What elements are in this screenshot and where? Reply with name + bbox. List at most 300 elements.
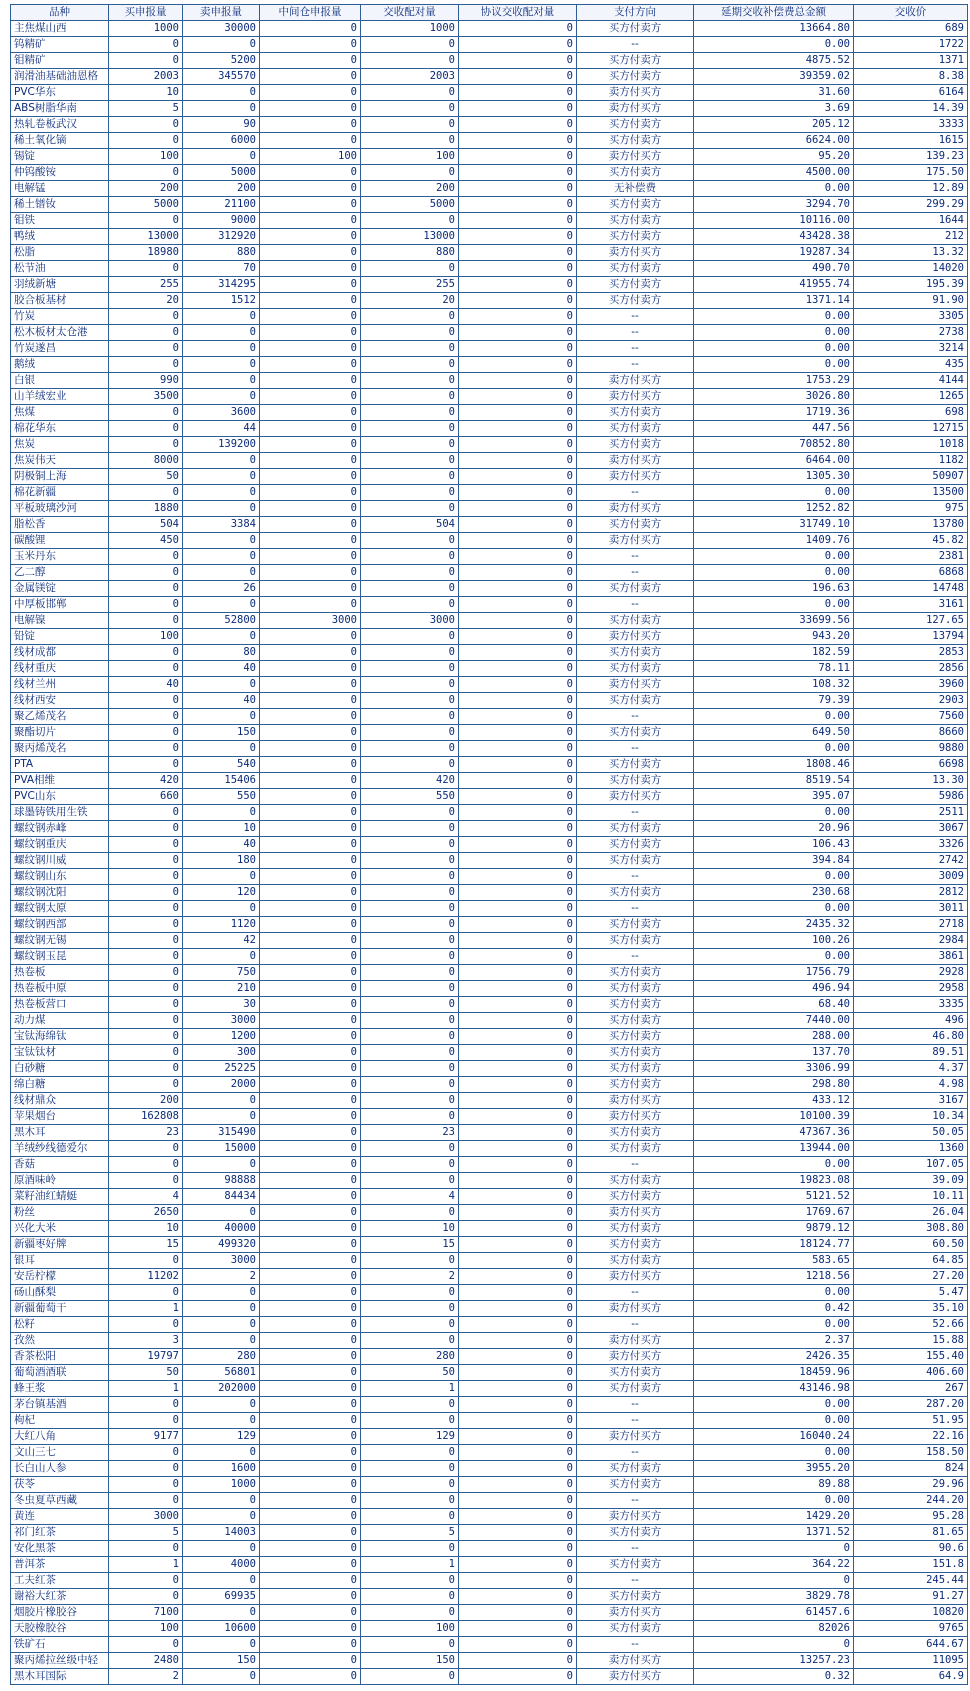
cell-buy-volume: 0	[109, 1061, 183, 1077]
cell-settlement-price: 244.20	[854, 1493, 968, 1509]
cell-intermediate-volume: 0	[260, 293, 361, 309]
cell-product: 香菇	[11, 1157, 109, 1173]
cell-sell-volume: 750	[183, 965, 260, 981]
cell-product: 天胶橡胶谷	[11, 1621, 109, 1637]
cell-matched-volume: 100	[361, 149, 459, 165]
cell-product: 安岳柠檬	[11, 1269, 109, 1285]
cell-product: 鹅绒	[11, 357, 109, 373]
cell-buy-volume: 0	[109, 213, 183, 229]
cell-settlement-price: 107.05	[854, 1157, 968, 1173]
cell-matched-volume: 0	[361, 1045, 459, 1061]
cell-product: 热卷板	[11, 965, 109, 981]
cell-intermediate-volume: 0	[260, 1061, 361, 1077]
cell-intermediate-volume: 0	[260, 741, 361, 757]
cell-sell-volume: 0	[183, 1205, 260, 1221]
cell-settlement-price: 496	[854, 1013, 968, 1029]
cell-buy-volume: 0	[109, 949, 183, 965]
cell-payment-direction: 买方付卖方	[577, 1029, 694, 1045]
cell-agreement-matched-volume: 0	[459, 1445, 577, 1461]
cell-buy-volume: 0	[109, 661, 183, 677]
cell-matched-volume: 0	[361, 1413, 459, 1429]
cell-matched-volume: 0	[361, 101, 459, 117]
cell-settlement-price: 50907	[854, 469, 968, 485]
cell-payment-direction: 卖方付买方	[577, 1109, 694, 1125]
cell-agreement-matched-volume: 0	[459, 37, 577, 53]
cell-intermediate-volume: 0	[260, 1525, 361, 1541]
cell-sell-volume: 0	[183, 1541, 260, 1557]
cell-intermediate-volume: 0	[260, 1221, 361, 1237]
cell-matched-volume: 0	[361, 1109, 459, 1125]
cell-sell-volume: 0	[183, 357, 260, 373]
cell-intermediate-volume: 0	[260, 1125, 361, 1141]
cell-sell-volume: 44	[183, 421, 260, 437]
cell-compensation-total: 395.07	[694, 789, 854, 805]
cell-payment-direction: 买方付卖方	[577, 693, 694, 709]
cell-compensation-total: 89.88	[694, 1477, 854, 1493]
cell-settlement-price: 1615	[854, 133, 968, 149]
cell-intermediate-volume: 0	[260, 1541, 361, 1557]
cell-product: 螺纹钢玉昆	[11, 949, 109, 965]
cell-buy-volume: 23	[109, 1125, 183, 1141]
cell-payment-direction: --	[577, 485, 694, 501]
cell-sell-volume: 6000	[183, 133, 260, 149]
cell-intermediate-volume: 0	[260, 213, 361, 229]
cell-intermediate-volume: 0	[260, 325, 361, 341]
cell-agreement-matched-volume: 0	[459, 789, 577, 805]
cell-intermediate-volume: 0	[260, 181, 361, 197]
cell-matched-volume: 0	[361, 981, 459, 997]
cell-payment-direction: 卖方付买方	[577, 1269, 694, 1285]
cell-agreement-matched-volume: 0	[459, 1493, 577, 1509]
cell-buy-volume: 0	[109, 997, 183, 1013]
cell-agreement-matched-volume: 0	[459, 549, 577, 565]
cell-intermediate-volume: 0	[260, 1157, 361, 1173]
cell-settlement-price: 91.90	[854, 293, 968, 309]
table-row	[11, 469, 968, 485]
cell-compensation-total: 583.65	[694, 1253, 854, 1269]
cell-intermediate-volume: 0	[260, 309, 361, 325]
cell-product: 螺纹钢沈阳	[11, 885, 109, 901]
cell-settlement-price: 14020	[854, 261, 968, 277]
table-row	[11, 853, 968, 869]
cell-matched-volume: 0	[361, 821, 459, 837]
cell-matched-volume: 0	[361, 965, 459, 981]
cell-matched-volume: 2003	[361, 69, 459, 85]
cell-compensation-total: 0.00	[694, 181, 854, 197]
cell-payment-direction: 买方付卖方	[577, 885, 694, 901]
cell-payment-direction: 卖方付买方	[577, 149, 694, 165]
cell-settlement-price: 46.80	[854, 1029, 968, 1045]
cell-agreement-matched-volume: 0	[459, 533, 577, 549]
cell-payment-direction: 卖方付买方	[577, 85, 694, 101]
cell-sell-volume: 0	[183, 37, 260, 53]
cell-matched-volume: 0	[361, 1397, 459, 1413]
cell-payment-direction: 卖方付买方	[577, 1509, 694, 1525]
cell-settlement-price: 11095	[854, 1653, 968, 1669]
cell-matched-volume: 150	[361, 1653, 459, 1669]
cell-sell-volume: 40	[183, 661, 260, 677]
cell-matched-volume: 0	[361, 1173, 459, 1189]
cell-settlement-price: 8.38	[854, 69, 968, 85]
cell-agreement-matched-volume: 0	[459, 53, 577, 69]
cell-intermediate-volume: 0	[260, 1077, 361, 1093]
cell-intermediate-volume: 0	[260, 517, 361, 533]
cell-buy-volume: 2003	[109, 69, 183, 85]
cell-payment-direction: 卖方付买方	[577, 1429, 694, 1445]
table-row	[11, 997, 968, 1013]
cell-agreement-matched-volume: 0	[459, 805, 577, 821]
cell-product: ABS树脂华南	[11, 101, 109, 117]
table-row	[11, 949, 968, 965]
cell-sell-volume: 1600	[183, 1461, 260, 1477]
table-row	[11, 1461, 968, 1477]
cell-settlement-price: 1722	[854, 37, 968, 53]
cell-settlement-price: 13794	[854, 629, 968, 645]
cell-sell-volume: 0	[183, 101, 260, 117]
cell-agreement-matched-volume: 0	[459, 1157, 577, 1173]
cell-compensation-total: 108.32	[694, 677, 854, 693]
cell-agreement-matched-volume: 0	[459, 1461, 577, 1477]
cell-product: 电解镍	[11, 613, 109, 629]
table-row	[11, 1333, 968, 1349]
cell-matched-volume: 13000	[361, 229, 459, 245]
table-row	[11, 325, 968, 341]
cell-payment-direction: 买方付卖方	[577, 117, 694, 133]
table-row	[11, 789, 968, 805]
cell-settlement-price: 3011	[854, 901, 968, 917]
cell-settlement-price: 3960	[854, 677, 968, 693]
cell-intermediate-volume: 0	[260, 133, 361, 149]
cell-sell-volume: 30	[183, 997, 260, 1013]
cell-settlement-price: 14748	[854, 581, 968, 597]
cell-settlement-price: 267	[854, 1381, 968, 1397]
cell-agreement-matched-volume: 0	[459, 117, 577, 133]
cell-settlement-price: 1371	[854, 53, 968, 69]
table-row	[11, 1157, 968, 1173]
cell-settlement-price: 2928	[854, 965, 968, 981]
table-row	[11, 1509, 968, 1525]
cell-buy-volume: 0	[109, 1045, 183, 1061]
cell-buy-volume: 0	[109, 117, 183, 133]
table-row	[11, 1653, 968, 1669]
cell-buy-volume: 450	[109, 533, 183, 549]
cell-matched-volume: 2	[361, 1269, 459, 1285]
cell-compensation-total: 82026	[694, 1621, 854, 1637]
cell-compensation-total: 1808.46	[694, 757, 854, 773]
cell-settlement-price: 698	[854, 405, 968, 421]
cell-agreement-matched-volume: 0	[459, 1477, 577, 1493]
cell-settlement-price: 9880	[854, 741, 968, 757]
cell-agreement-matched-volume: 0	[459, 933, 577, 949]
cell-agreement-matched-volume: 0	[459, 1397, 577, 1413]
cell-product: 热卷板中原	[11, 981, 109, 997]
cell-compensation-total: 0.00	[694, 325, 854, 341]
cell-product: 热卷板营口	[11, 997, 109, 1013]
cell-compensation-total: 1756.79	[694, 965, 854, 981]
cell-compensation-total: 31749.10	[694, 517, 854, 533]
table-row	[11, 53, 968, 69]
cell-agreement-matched-volume: 0	[459, 581, 577, 597]
cell-sell-volume: 0	[183, 341, 260, 357]
cell-sell-volume: 2	[183, 1269, 260, 1285]
cell-agreement-matched-volume: 0	[459, 1061, 577, 1077]
cell-settlement-price: 1265	[854, 389, 968, 405]
cell-buy-volume: 0	[109, 1573, 183, 1589]
table-row	[11, 709, 968, 725]
table-row	[11, 837, 968, 853]
cell-payment-direction: 卖方付买方	[577, 1349, 694, 1365]
cell-agreement-matched-volume: 0	[459, 1413, 577, 1429]
cell-agreement-matched-volume: 0	[459, 837, 577, 853]
cell-product: 茯苓	[11, 1477, 109, 1493]
cell-buy-volume: 200	[109, 1093, 183, 1109]
table-row	[11, 1573, 968, 1589]
cell-compensation-total: 47367.36	[694, 1125, 854, 1141]
cell-payment-direction: 买方付卖方	[577, 1557, 694, 1573]
table-row	[11, 1269, 968, 1285]
cell-product: 主焦煤山西	[11, 21, 109, 37]
cell-product: 锡锭	[11, 149, 109, 165]
cell-matched-volume: 0	[361, 1573, 459, 1589]
cell-product: 新疆枣好牌	[11, 1237, 109, 1253]
cell-buy-volume: 0	[109, 549, 183, 565]
cell-buy-volume: 13000	[109, 229, 183, 245]
cell-intermediate-volume: 0	[260, 421, 361, 437]
cell-matched-volume: 0	[361, 869, 459, 885]
cell-sell-volume: 90	[183, 117, 260, 133]
cell-agreement-matched-volume: 0	[459, 69, 577, 85]
cell-buy-volume: 0	[109, 309, 183, 325]
cell-matched-volume: 0	[361, 805, 459, 821]
cell-sell-volume: 0	[183, 469, 260, 485]
cell-settlement-price: 1018	[854, 437, 968, 453]
table-row	[11, 1029, 968, 1045]
settlement-table	[10, 4, 968, 1685]
cell-intermediate-volume: 0	[260, 485, 361, 501]
cell-buy-volume: 0	[109, 853, 183, 869]
cell-intermediate-volume: 0	[260, 1045, 361, 1061]
cell-product: 绵白糖	[11, 1077, 109, 1093]
cell-compensation-total: 6464.00	[694, 453, 854, 469]
cell-sell-volume: 129	[183, 1429, 260, 1445]
cell-sell-volume: 0	[183, 597, 260, 613]
cell-intermediate-volume: 0	[260, 69, 361, 85]
cell-agreement-matched-volume: 0	[459, 597, 577, 613]
cell-product: 工夫红茶	[11, 1573, 109, 1589]
table-row	[11, 1445, 968, 1461]
cell-product: 粉丝	[11, 1205, 109, 1221]
cell-sell-volume: 280	[183, 1349, 260, 1365]
cell-intermediate-volume: 0	[260, 469, 361, 485]
cell-matched-volume: 0	[361, 357, 459, 373]
table-row	[11, 1173, 968, 1189]
cell-matched-volume: 4	[361, 1189, 459, 1205]
cell-compensation-total: 43146.98	[694, 1381, 854, 1397]
cell-buy-volume: 0	[109, 133, 183, 149]
cell-agreement-matched-volume: 0	[459, 677, 577, 693]
cell-intermediate-volume: 0	[260, 965, 361, 981]
cell-matched-volume: 5	[361, 1525, 459, 1541]
cell-payment-direction: 买方付卖方	[577, 837, 694, 853]
cell-sell-volume: 312920	[183, 229, 260, 245]
cell-settlement-price: 3161	[854, 597, 968, 613]
table-row	[11, 613, 968, 629]
cell-matched-volume: 0	[361, 1541, 459, 1557]
cell-payment-direction: 卖方付买方	[577, 789, 694, 805]
cell-sell-volume: 0	[183, 1109, 260, 1125]
cell-product: 竹炭遂昌	[11, 341, 109, 357]
cell-sell-volume: 15406	[183, 773, 260, 789]
cell-compensation-total: 433.12	[694, 1093, 854, 1109]
cell-payment-direction: --	[577, 309, 694, 325]
cell-payment-direction: 买方付卖方	[577, 405, 694, 421]
header-row	[11, 5, 968, 21]
cell-settlement-price: 22.16	[854, 1429, 968, 1445]
cell-settlement-price: 158.50	[854, 1445, 968, 1461]
cell-product: 钼铁	[11, 213, 109, 229]
cell-payment-direction: 买方付卖方	[577, 1237, 694, 1253]
header-buy-volume: 买申报量	[109, 5, 183, 21]
cell-agreement-matched-volume: 0	[459, 1669, 577, 1685]
cell-buy-volume: 0	[109, 1541, 183, 1557]
header-settlement-price: 交收价	[854, 5, 968, 21]
cell-product: 黑木耳国际	[11, 1669, 109, 1685]
cell-buy-volume: 0	[109, 1157, 183, 1173]
cell-product: 线材兰州	[11, 677, 109, 693]
cell-intermediate-volume: 0	[260, 1013, 361, 1029]
table-row	[11, 1429, 968, 1445]
cell-matched-volume: 0	[361, 325, 459, 341]
cell-product: 阴极铜上海	[11, 469, 109, 485]
cell-payment-direction: 卖方付买方	[577, 1669, 694, 1685]
cell-sell-volume: 9000	[183, 213, 260, 229]
cell-sell-volume: 52800	[183, 613, 260, 629]
cell-agreement-matched-volume: 0	[459, 1429, 577, 1445]
cell-product: 松脂	[11, 245, 109, 261]
cell-compensation-total: 41955.74	[694, 277, 854, 293]
cell-buy-volume: 0	[109, 709, 183, 725]
cell-matched-volume: 0	[361, 933, 459, 949]
cell-payment-direction: 卖方付买方	[577, 629, 694, 645]
table-row	[11, 1045, 968, 1061]
cell-compensation-total: 61457.6	[694, 1605, 854, 1621]
cell-product: 螺纹钢无锡	[11, 933, 109, 949]
header-product: 品种	[11, 5, 109, 21]
table-row	[11, 1477, 968, 1493]
cell-agreement-matched-volume: 0	[459, 853, 577, 869]
cell-compensation-total: 0.00	[694, 485, 854, 501]
cell-settlement-price: 2738	[854, 325, 968, 341]
cell-intermediate-volume: 0	[260, 1141, 361, 1157]
header-payment-direction: 支付方向	[577, 5, 694, 21]
cell-buy-volume: 0	[109, 917, 183, 933]
cell-sell-volume: 0	[183, 677, 260, 693]
cell-sell-volume: 120	[183, 885, 260, 901]
cell-matched-volume: 0	[361, 885, 459, 901]
cell-compensation-total: 943.20	[694, 629, 854, 645]
cell-compensation-total: 100.26	[694, 933, 854, 949]
cell-settlement-price: 127.65	[854, 613, 968, 629]
cell-sell-volume: 180	[183, 853, 260, 869]
cell-settlement-price: 308.80	[854, 1221, 968, 1237]
header-agreement-matched-volume: 协议交收配对量	[459, 5, 577, 21]
cell-product: 羊绒纱线德爱尔	[11, 1141, 109, 1157]
cell-compensation-total: 33699.56	[694, 613, 854, 629]
cell-settlement-price: 3167	[854, 1093, 968, 1109]
cell-product: 烟胶片橡胶谷	[11, 1605, 109, 1621]
cell-payment-direction: 买方付卖方	[577, 1477, 694, 1493]
cell-settlement-price: 10.34	[854, 1109, 968, 1125]
cell-sell-volume: 0	[183, 501, 260, 517]
cell-sell-volume: 0	[183, 1157, 260, 1173]
cell-payment-direction: --	[577, 1317, 694, 1333]
cell-agreement-matched-volume: 0	[459, 437, 577, 453]
cell-buy-volume: 504	[109, 517, 183, 533]
cell-matched-volume: 0	[361, 453, 459, 469]
cell-matched-volume: 0	[361, 693, 459, 709]
cell-compensation-total: 0.00	[694, 1413, 854, 1429]
cell-matched-volume: 0	[361, 709, 459, 725]
cell-sell-volume: 315490	[183, 1125, 260, 1141]
cell-buy-volume: 0	[109, 485, 183, 501]
cell-agreement-matched-volume: 0	[459, 421, 577, 437]
cell-sell-volume: 5200	[183, 53, 260, 69]
cell-sell-volume: 80	[183, 645, 260, 661]
cell-matched-volume: 0	[361, 1013, 459, 1029]
cell-payment-direction: 买方付卖方	[577, 21, 694, 37]
header-sell-volume: 卖申报量	[183, 5, 260, 21]
cell-payment-direction: 买方付卖方	[577, 1589, 694, 1605]
cell-settlement-price: 435	[854, 357, 968, 373]
cell-settlement-price: 1644	[854, 213, 968, 229]
cell-intermediate-volume: 0	[260, 693, 361, 709]
cell-sell-volume: 0	[183, 901, 260, 917]
cell-settlement-price: 6868	[854, 565, 968, 581]
cell-sell-volume: 0	[183, 1093, 260, 1109]
cell-matched-volume: 1	[361, 1381, 459, 1397]
cell-buy-volume: 0	[109, 933, 183, 949]
cell-buy-volume: 1880	[109, 501, 183, 517]
cell-buy-volume: 1	[109, 1557, 183, 1573]
cell-payment-direction: 买方付卖方	[577, 645, 694, 661]
cell-compensation-total: 364.22	[694, 1557, 854, 1573]
cell-sell-volume: 0	[183, 629, 260, 645]
table-row	[11, 1541, 968, 1557]
table-row	[11, 373, 968, 389]
cell-payment-direction: 买方付卖方	[577, 229, 694, 245]
cell-product: 松节油	[11, 261, 109, 277]
cell-payment-direction: 买方付卖方	[577, 277, 694, 293]
table-row	[11, 85, 968, 101]
cell-payment-direction: --	[577, 901, 694, 917]
cell-matched-volume: 0	[361, 485, 459, 501]
cell-agreement-matched-volume: 0	[459, 1381, 577, 1397]
cell-intermediate-volume: 0	[260, 533, 361, 549]
cell-compensation-total: 496.94	[694, 981, 854, 997]
cell-settlement-price: 12.89	[854, 181, 968, 197]
cell-product: 松籽	[11, 1317, 109, 1333]
cell-product: 仲钨酸铵	[11, 165, 109, 181]
cell-product: 碳酸锂	[11, 533, 109, 549]
cell-compensation-total: 9879.12	[694, 1221, 854, 1237]
cell-sell-volume: 139200	[183, 437, 260, 453]
cell-matched-volume: 0	[361, 309, 459, 325]
cell-settlement-price: 60.50	[854, 1237, 968, 1253]
cell-sell-volume: 14003	[183, 1525, 260, 1541]
cell-settlement-price: 10820	[854, 1605, 968, 1621]
cell-matched-volume: 129	[361, 1429, 459, 1445]
cell-buy-volume: 3000	[109, 1509, 183, 1525]
